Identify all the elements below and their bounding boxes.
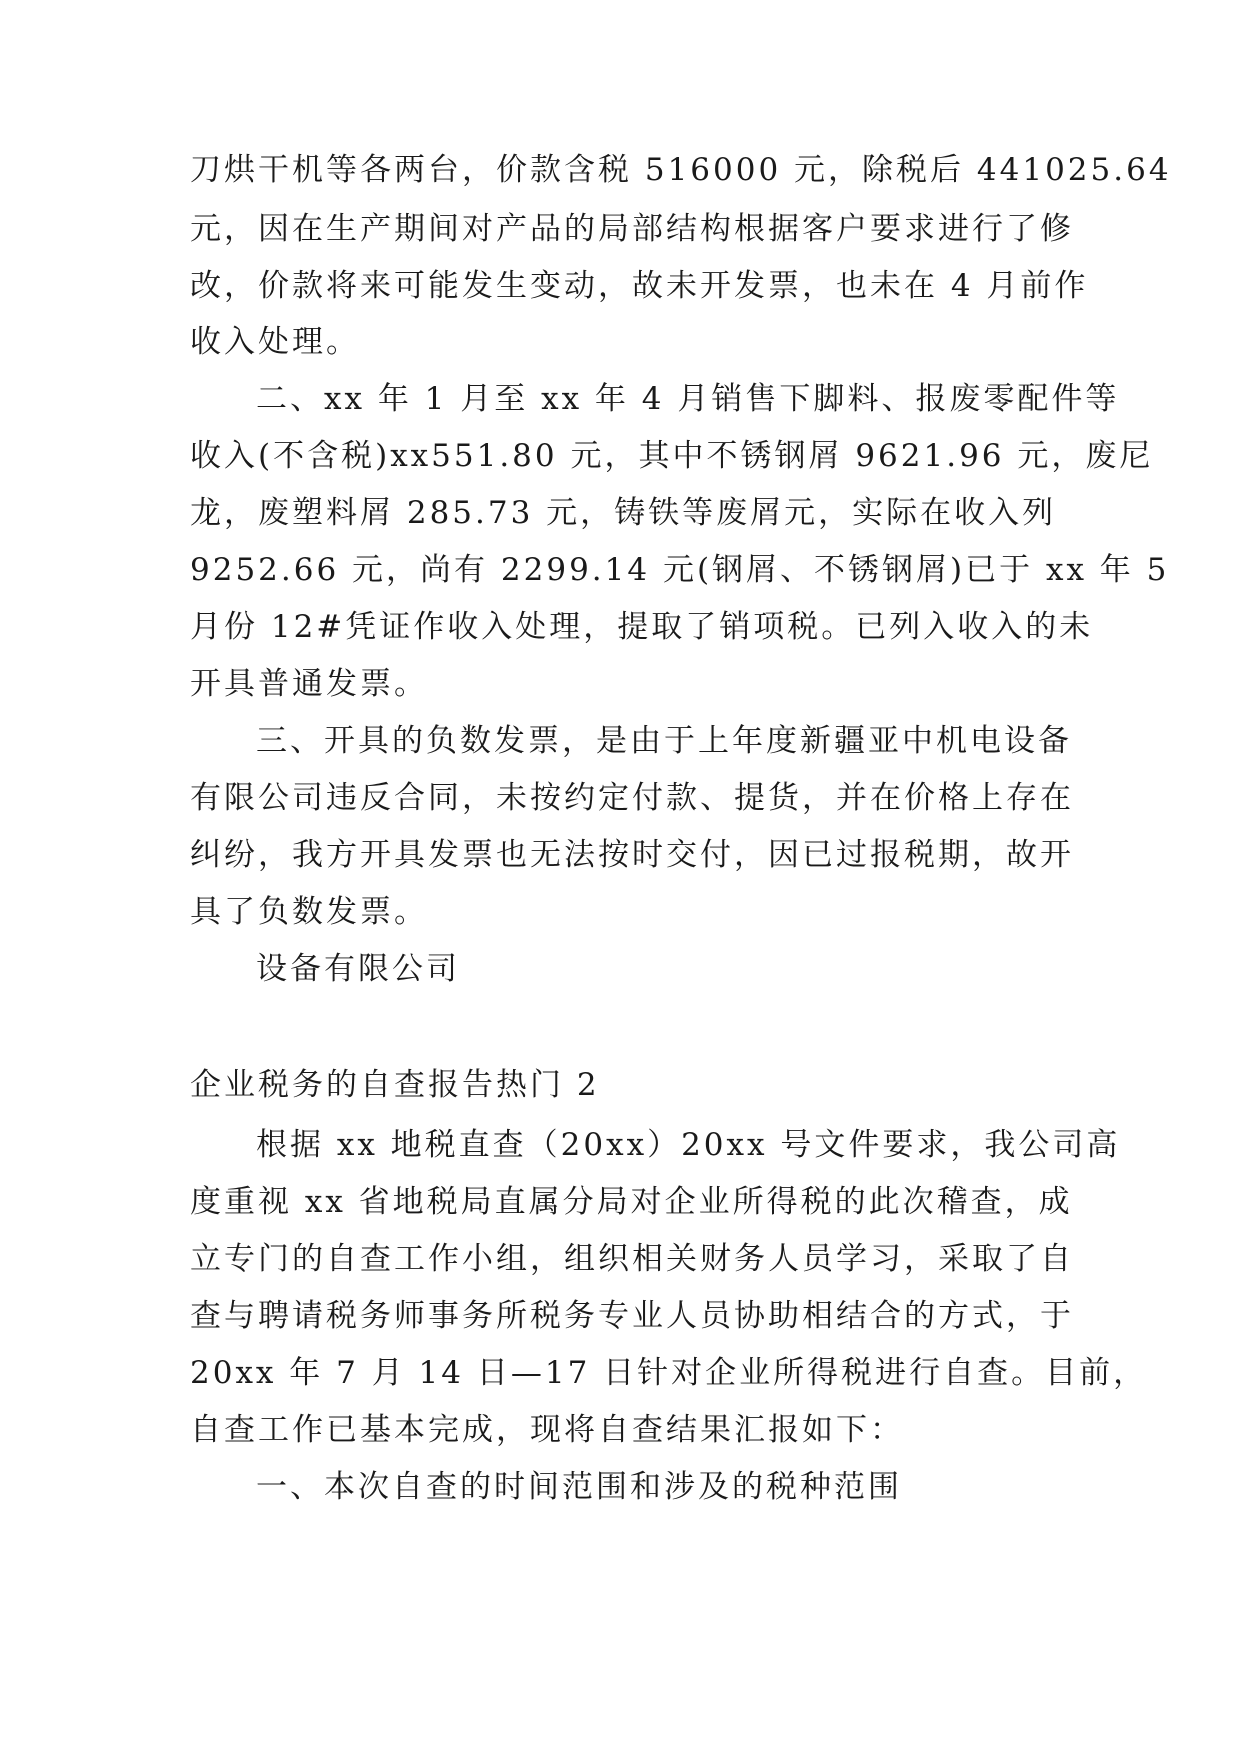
text-line: 刀烘干机等各两台，价款含税 516000 元，除税后 441025.64 [190, 152, 1172, 188]
text-line: 改，价款将来可能发生变动，故未开发票，也未在 4 月前作 [190, 268, 1089, 304]
text-line: 立专门的自查工作小组，组织相关财务人员学习，采取了自 [190, 1241, 1074, 1277]
company-signature: 设备有限公司 [256, 951, 460, 987]
text-line: 有限公司违反合同，未按约定付款、提货，并在价格上存在 [190, 780, 1074, 816]
text-line: 收入处理。 [190, 324, 360, 360]
text-line: 具了负数发票。 [190, 894, 428, 930]
subsection-heading: 一、本次自查的时间范围和涉及的税种范围 [256, 1469, 902, 1505]
text-line: 纠纷，我方开具发票也无法按时交付，因已过报税期，故开 [190, 837, 1074, 873]
text-line: 月份 12#凭证作收入处理，提取了销项税。已列入收入的未 [190, 609, 1094, 645]
text-line: 20xx 年 7 月 14 日—17 日针对企业所得税进行自查。目前， [190, 1355, 1148, 1391]
paragraph-4-start: 根据 xx 地税直查（20xx）20xx 号文件要求，我公司高 [256, 1127, 1121, 1163]
text-line: 收入(不含税)xx551.80 元，其中不锈钢屑 9621.96 元，废尼 [190, 438, 1154, 474]
text-line: 度重视 xx 省地税局直属分局对企业所得税的此次稽查，成 [190, 1184, 1073, 1220]
text-line: 元，因在生产期间对产品的局部结构根据客户要求进行了修 [190, 211, 1074, 247]
text-line: 9252.66 元，尚有 2299.14 元(钢屑、不锈钢屑)已于 xx 年 5 [190, 552, 1170, 588]
paragraph-2-start: 二、xx 年 1 月至 xx 年 4 月销售下脚料、报废零配件等 [256, 381, 1120, 417]
section-title: 企业税务的自查报告热门 2 [190, 1067, 600, 1103]
text-line: 自查工作已基本完成，现将自查结果汇报如下： [190, 1412, 904, 1448]
paragraph-3-start: 三、开具的负数发票，是由于上年度新疆亚中机电设备 [256, 723, 1072, 759]
text-line: 查与聘请税务师事务所税务专业人员协助相结合的方式，于 [190, 1298, 1074, 1334]
text-line: 龙，废塑料屑 285.73 元，铸铁等废屑元，实际在收入列 [190, 495, 1057, 531]
text-line: 开具普通发票。 [190, 666, 428, 702]
